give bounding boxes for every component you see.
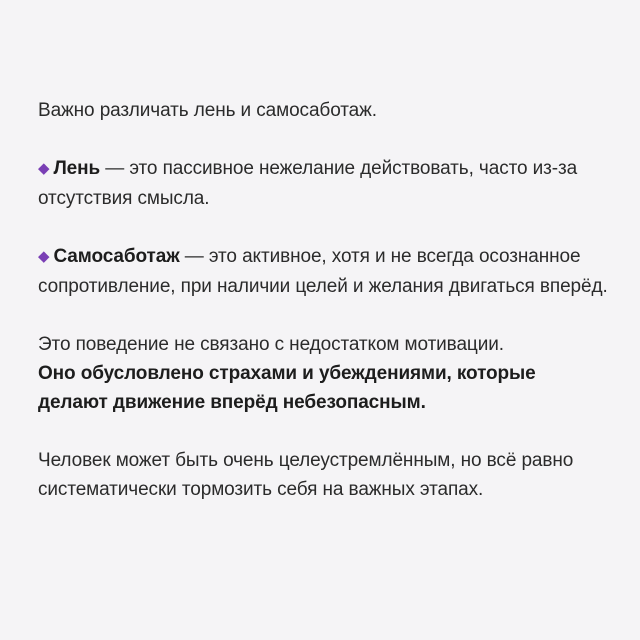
diamond-icon: ◆ <box>38 248 50 265</box>
post-text <box>38 96 608 504</box>
laziness-paragraph <box>38 154 608 213</box>
diamond-icon: ◆ <box>38 160 50 177</box>
self-sabotage-definition: — это активное, хотя и не всегда осознанное сопротивление, при наличии целей и желания двигаться вперёд. <box>38 246 608 297</box>
behavior-text: Это поведение не связано с недостатком мотивации. <box>38 334 504 355</box>
behavior-emphasis: Оно обусловлено страхами и убеждениями, которые делают движение вперёд небезопасным. <box>38 363 536 413</box>
closing-paragraph: Человек может быть очень целеустремлённым, но всё равно систематически тормозить себя на важных этапах. <box>38 450 574 500</box>
laziness-definition: — это пассивное нежелание действовать, часто из-за отсутствия смысла. <box>38 158 578 209</box>
self-sabotage-term: Самосаботаж <box>53 246 180 267</box>
laziness-term: Лень <box>53 158 101 179</box>
self-sabotage-paragraph <box>38 242 608 301</box>
behavior-paragraph <box>38 330 608 417</box>
intro-paragraph: Важно различать лень и самосаботаж. <box>38 100 377 121</box>
